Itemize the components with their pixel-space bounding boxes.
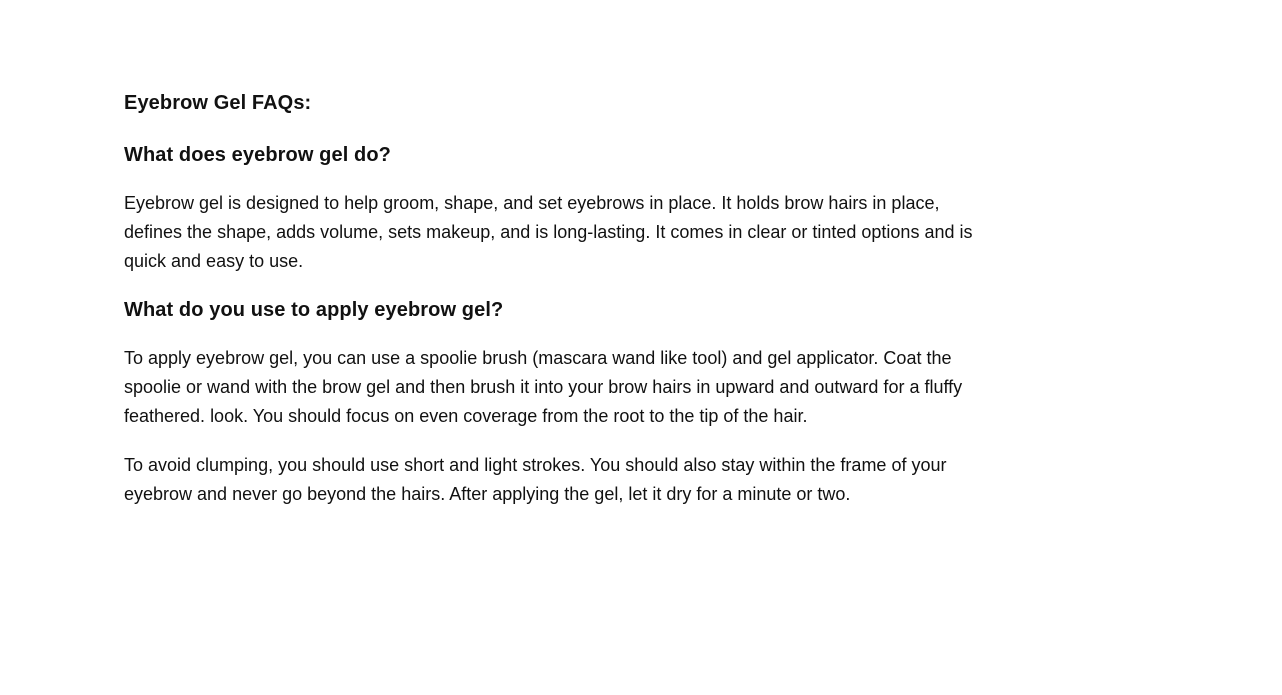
faq-answer-1-paragraph-1: Eyebrow gel is designed to help groom, shape, and set eyebrows in place. It holds brow hairs in place, defines the shape, adds volume, sets makeup, and is long-lasting. It comes in clear or tinted options and is quick and easy to use. <box>124 193 973 271</box>
faq-title: Eyebrow Gel FAQs: <box>124 92 312 114</box>
faq-section <box>124 89 974 529</box>
faq-question-1: What does eyebrow gel do? <box>124 144 391 166</box>
faq-question-2: What do you use to apply eyebrow gel? <box>124 299 504 321</box>
faq-answer-2-paragraph-2: To avoid clumping, you should use short and light strokes. You should also stay within the frame of your eyebrow and never go beyond the hairs. After applying the gel, let it dry for a minute or two. <box>124 455 947 504</box>
faq-answer-2-paragraph-1: To apply eyebrow gel, you can use a spoolie brush (mascara wand like tool) and gel applicator. Coat the spoolie or wand with the brow gel and then brush it into your brow hairs in upward and outward for a fluffy feathered. look. You should focus on even coverage from the root to the tip of the hair. <box>124 348 963 426</box>
